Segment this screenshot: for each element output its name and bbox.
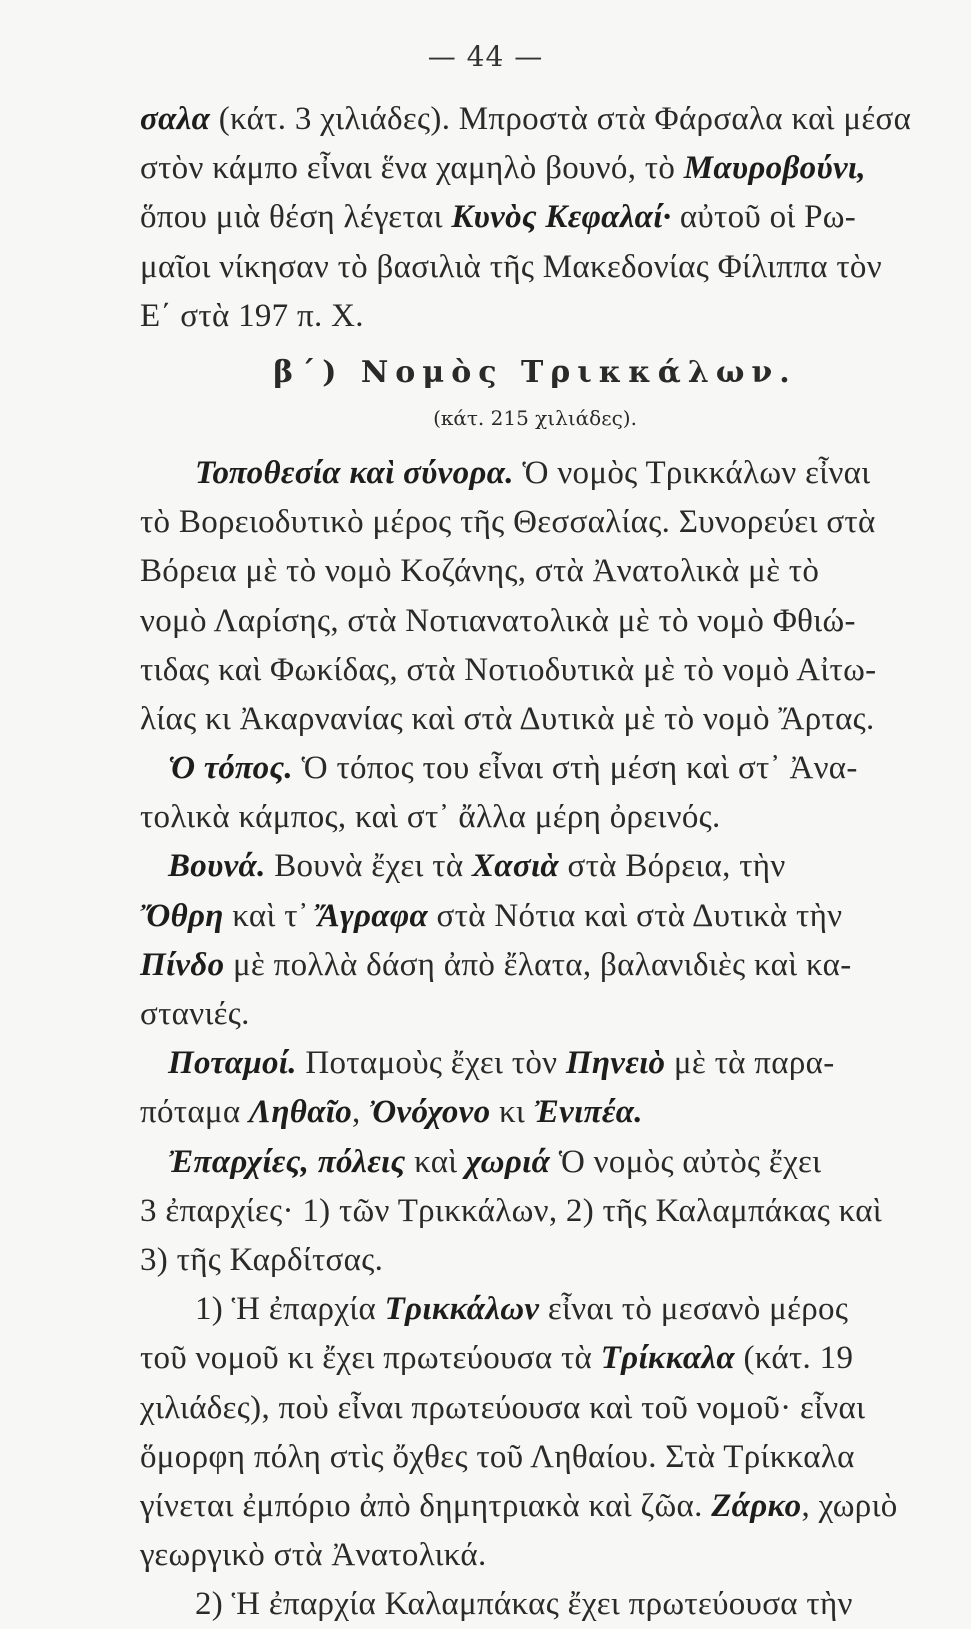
- emphasized-term: Ἐνιπέα.: [533, 1094, 643, 1131]
- text-segment: (κάτ. 19: [734, 1340, 854, 1377]
- page-number: — 44 —: [427, 40, 544, 73]
- text-line: [140, 1433, 930, 1482]
- text-segment: β΄) Νομὸς Τρικκάλων.: [273, 354, 797, 390]
- text-line: [140, 243, 930, 292]
- emphasized-term: Τρικκάλων: [384, 1291, 540, 1328]
- text-segment: γίνεται ἐμπόριο ἀπὸ δημητριακὰ καὶ ζῶα.: [140, 1487, 712, 1524]
- text-segment: 2) Ἡ ἐπαρχία Καλαμπάκας ἔχει πρωτεύουσα τὴν: [195, 1586, 853, 1623]
- text-line: [140, 1138, 930, 1187]
- text-line: [140, 1384, 930, 1433]
- emphasized-term: Ζάρκο: [711, 1487, 802, 1524]
- text-line: [140, 292, 930, 341]
- text-segment: μαῖοι νίκησαν τὸ βασιλιὰ τῆς Μακεδονίας Φίλιππα τὸν: [140, 248, 882, 285]
- text-segment: στὰ Νότια καὶ στὰ Δυτικὰ τὴν: [428, 897, 843, 934]
- text-segment: κι: [490, 1094, 534, 1131]
- text-segment: 3 ἐπαρχίες· 1) τῶν Τρικκάλων, 2) τῆς Καλαμπάκας καὶ: [140, 1192, 883, 1229]
- text-line: [140, 1580, 930, 1629]
- text-line: [140, 193, 930, 242]
- emphasized-term: Τοποθεσία καὶ σύνορα.: [195, 454, 514, 491]
- body-text: [140, 95, 930, 1629]
- emphasized-term: Ληθαῖο: [249, 1094, 353, 1131]
- text-line: [140, 1482, 930, 1531]
- text-segment: Ποταμοὺς ἔχει τὸν: [296, 1045, 566, 1082]
- emphasized-term: Βουνά.: [168, 848, 266, 885]
- text-line: [140, 498, 930, 547]
- text-segment: χιλιάδες), ποὺ εἶναι πρωτεύουσα καὶ τοῦ νομοῦ· εἶναι: [140, 1389, 866, 1426]
- text-line: [140, 695, 930, 744]
- text-line: [140, 646, 930, 695]
- text-segment: Ε΄ στὰ 197 π. Χ.: [140, 297, 364, 334]
- emphasized-term: Ὄθρη: [140, 897, 224, 934]
- emphasized-term: Ἐπαρχίες, πόλεις: [168, 1143, 406, 1180]
- emphasized-term: Ἄγραφα: [317, 897, 428, 934]
- text-line: [140, 1236, 930, 1285]
- text-segment: Βουνὰ ἔχει τὰ: [265, 848, 472, 885]
- text-segment: στὰ Βόρεια, τὴν: [558, 848, 786, 885]
- text-line: [140, 990, 930, 1039]
- text-segment: πόταμα: [140, 1094, 250, 1131]
- emphasized-term: Κυνὸς Κεφαλαί·: [451, 199, 672, 236]
- text-line: [140, 1187, 930, 1236]
- text-segment: τολικὰ κάμπος, καὶ στ᾽ ἄλλα μέρη ὀρεινός.: [140, 799, 721, 836]
- text-line: [140, 842, 930, 891]
- emphasized-term: Μαυροβούνι,: [683, 150, 866, 187]
- text-line: [140, 597, 930, 646]
- text-segment: καὶ: [405, 1143, 467, 1180]
- emphasized-term: Ποταμοί.: [168, 1045, 297, 1082]
- text-line: [140, 744, 930, 793]
- text-line: [140, 144, 930, 193]
- text-segment: μὲ πολλὰ δάση ἀπὸ ἔλατα, βαλανιδιὲς καὶ κα-: [224, 946, 852, 983]
- text-line: [140, 547, 930, 596]
- text-segment: ὅπου μιὰ θέση λέγεται: [140, 199, 452, 236]
- section-heading: [140, 349, 930, 397]
- text-segment: , χωριὸ: [801, 1487, 898, 1524]
- text-segment: νομὸ Λαρίσης, στὰ Νοτιανατολικὰ μὲ τὸ νομὸ Φθιώ-: [140, 602, 856, 639]
- text-segment: 3) τῆς Καρδίτσας.: [140, 1241, 384, 1278]
- text-line: [140, 1531, 930, 1580]
- text-segment: Ὁ τόπος του εἶναι στὴ μέση καὶ στ᾽ Ἀνα-: [292, 750, 858, 787]
- text-segment: 1) Ἡ ἐπαρχία: [195, 1291, 385, 1328]
- section-subheading: [140, 397, 930, 439]
- text-segment: λίας κι Ἀκαρνανίας καὶ στὰ Δυτικὰ μὲ τὸ νομὸ Ἄρτας.: [140, 700, 875, 737]
- text-segment: (κάτ. 3 χιλιάδες). Μπροστὰ στὰ Φάρσαλα καὶ μέσα: [210, 101, 912, 137]
- text-segment: τοῦ νομοῦ κι ἔχει πρωτεύουσα τὰ: [140, 1340, 601, 1377]
- text-segment: ,: [352, 1094, 370, 1131]
- text-segment: Βόρεια μὲ τὸ νομὸ Κοζάνης, στὰ Ἀνατολικὰ μὲ τὸ: [140, 553, 820, 590]
- text-segment: Ὁ νομὸς αὐτὸς ἔχει: [550, 1143, 822, 1180]
- text-line: [140, 1039, 930, 1088]
- text-line: [140, 1334, 930, 1383]
- emphasized-term: Ὁ τόπος.: [168, 750, 293, 787]
- text-segment: εἶναι τὸ μεσανὸ μέρος: [539, 1291, 849, 1328]
- text-segment: αὐτοῦ οἱ Ρω-: [671, 199, 857, 236]
- text-segment: ὅμορφη πόλη στὶς ὄχθες τοῦ Ληθαίου. Στὰ Τρίκκαλα: [140, 1438, 855, 1475]
- emphasized-term: Χασιὰ: [472, 848, 559, 885]
- text-segment: καὶ τ᾽: [223, 897, 318, 934]
- text-line: [140, 95, 930, 144]
- text-segment: (κάτ. 215 χιλιάδες).: [433, 405, 637, 430]
- text-line: [140, 941, 930, 990]
- emphasized-term: σαλα: [140, 101, 211, 137]
- emphasized-term: Πίνδο: [140, 946, 225, 983]
- text-segment: τὸ Βορειοδυτικὸ μέρος τῆς Θεσσαλίας. Συνορεύει στὰ: [140, 504, 876, 541]
- text-segment: μὲ τὰ παρα-: [665, 1045, 835, 1082]
- text-line: [140, 1285, 930, 1334]
- text-line: [140, 449, 930, 498]
- text-line: [140, 793, 930, 842]
- emphasized-term: Πηνειὸ: [565, 1045, 666, 1082]
- text-line: [140, 892, 930, 941]
- text-segment: τιδας καὶ Φωκίδας, στὰ Νοτιοδυτικὰ μὲ τὸ νομὸ Αἰτω-: [140, 651, 877, 688]
- text-line: [140, 1088, 930, 1137]
- text-segment: στὸν κάμπο εἶναι ἕνα χαμηλὸ βουνό, τὸ: [140, 150, 684, 187]
- emphasized-term: χωριά: [466, 1143, 551, 1180]
- text-segment: Ὁ νομὸς Τρικκάλων εἶναι: [513, 454, 871, 491]
- text-segment: γεωργικὸ στὰ Ἀνατολικά.: [140, 1537, 487, 1574]
- text-segment: στανιές.: [140, 996, 250, 1032]
- emphasized-term: Ὀνόχονο: [369, 1094, 491, 1131]
- emphasized-term: Τρίκκαλα: [600, 1340, 735, 1377]
